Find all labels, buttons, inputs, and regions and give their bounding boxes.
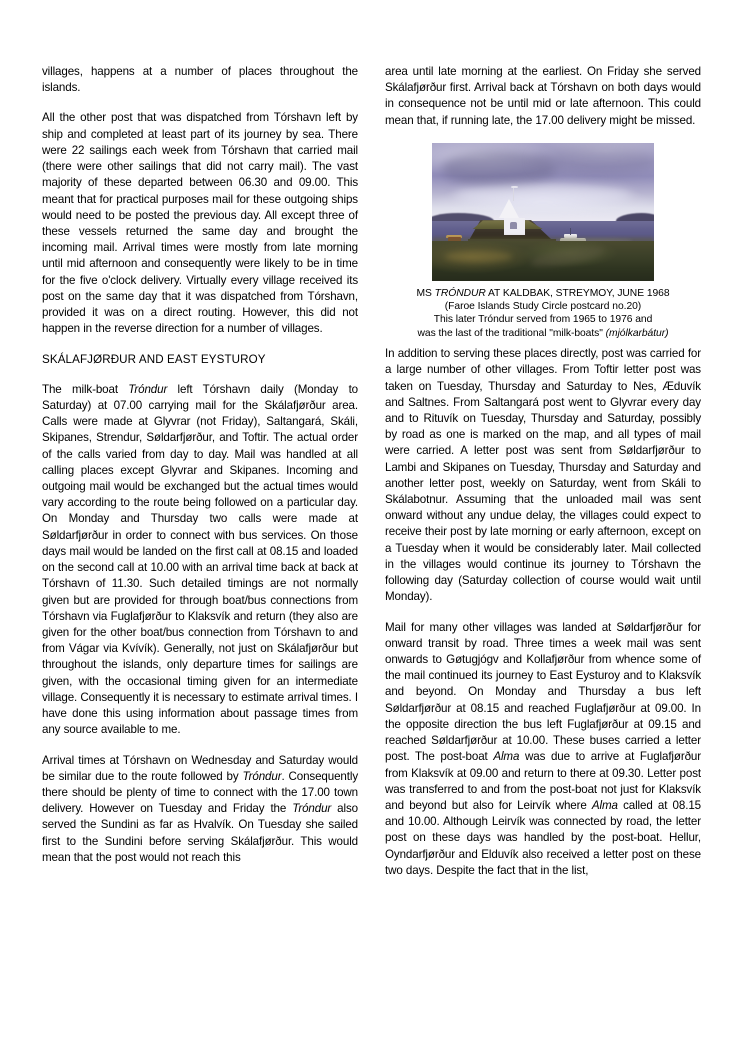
left-column (42, 64, 358, 1010)
paragraph-arrival-times: Arrival times at Tórshavn on Wednesday and Saturday would be similar due to the route followed by Tróndur. Consequently there should be plenty of time to connect with the 17.00 town delivery. However on Tuesday and Friday the Tróndur also served the Sundini as far as Hvalvík. On Tuesday she sailed first to the Sundini before serving Skálafjørður. This would mean that the post would not reach this (42, 753, 359, 864)
photo-boat-mast (570, 228, 571, 235)
section-heading-skalafjordur: SKÁLAFJØRÐUR AND EAST EYSTUROY (42, 352, 266, 366)
paragraph-shipped-post: All the other post that was dispatched from Tórshavn left by ship and completed at least part of its journey by sea. There were 22 sailings each week from Tórshavn that carried mail (there were other sailings that did not carry mail). The vast majority of these departed between 06.30 and 09.00. This meant that for practical purposes mail for these outgoing ships would need to be posted the previous day. All except three of these vessels returned the same day and brought the incoming mail. Arrival times were mostly from late morning until mid afternoon and consequently were likely to be in time for the five o'clock delivery. Virtually every village received its post on the same day that it was dispatched from Tórshavn, provided it was on a direct routing. However, this did not happen in the reverse direction for a number of villages. (42, 111, 358, 336)
right-column (385, 64, 701, 1010)
photo-cloud-right (534, 146, 654, 176)
caption-line: (Faroe Islands Study Circle postcard no.20) (444, 301, 642, 313)
photo-belfry-window (510, 222, 518, 229)
paragraph-milk-boat-trondur: The milk-boat Tróndur left Tórshavn daily (Monday to Saturday) at 07.00 carrying mail for the Skálafjørður area. Calls were made at Glyvrar (not Friday), Saltangará, Skáli, Skipanes, Strendur, Søldarfjørður, and Toftir. The actual order of the calls varied from day to day. Mail was handled at all calling places except Glyvrar and Skipanes. Incoming and outgoing mail would be exchanged but the actual times would vary according to the route being followed on a particular day. On Monday and Thursday two calls were made at Søldarfjørður in order to connect with bus services. On those days mail would be landed on the first call at 08.15 and loaded on the second call at 10.00 with an arrival time back at back at Tórshavn of 11.30. Such detailed timings are not normally given but are provided for through boat/bus connections from Tórshavn via Fuglafjørður to Klaksvík and return (they also are given for the other boat/bus connection from Tórshavn to and from Vágar via Kvívík). Generally, not just on Skálafjørður but throughout the islands, only departure times for sailings are given, with the occasional timing given for an intermediate village. Consequently it is necessary to estimate arrival times. I have done this using information about passage times from any source available to me. (42, 382, 358, 737)
paragraph-late-morning: area until late morning at the earliest. On Friday she served Skálafjørður first. Arrival back at Tórshavn on both days would in consequence not be until mid or late afternoon. This could mean that, if running late, the 17.00 delivery might be missed. (385, 65, 701, 127)
caption-line: This later Tróndur served from 1965 to 1976 and (433, 314, 653, 326)
photo-grass-highlight (445, 251, 512, 262)
two-column-layout (42, 64, 702, 1010)
figure-caption (385, 287, 701, 340)
paragraph-soldarfjordur-transit: Mail for many other villages was landed at Søldarfjørður for onward transit by road. Three times a week mail was sent onwards to Gøtugjógv and Kollafjørður from whence some of the mail continued its journey to East Eysturoy and to Klaksvík and beyond. On Monday and Thursday a bus left Søldarfjørður at 08.15 and reached Fuglafjørður at 09.00. In the opposite direction the bus left Fuglafjørður at 09.15 and reached Søldarfjørður at 10.00. These buses carried a letter post. The post-boat Alma was due to arrive at Fuglafjørður from Klaksvík at 09.00 and return to there at 09.30. Letter post was transferred to and from the post-boat not just for Klaksvík and beyond but also for Leirvík where Alma called at 08.15 and 10.00. Although Leirvík was connected by road, the letter post on these days was handled by the post-boat. Hellur, Oyndarfjørður and Elduvík also received a letter post on these two days. Despite the fact that in the list, (385, 620, 702, 877)
paragraph-continuation: villages, happens at a number of places throughout the islands. (42, 65, 358, 95)
caption-line: was the last of the traditional "milk-boats" (mjólkarbátur) (417, 327, 669, 339)
paragraph-other-villages: In addition to serving these places directly, post was carried for a large number of other villages. From Toftir letter post was taken on Tuesday, Thursday and Saturday to Nes, Æduvík and Saltnes. From Saltangará post went to Glyvrar every day and to Rituvík on Tuesday, Thursday and Saturday, possibly by road as one is marked on the map, and all types of mail were carried. A letter post was sent from Søldarfjørður to Lambi and Skipanes on Tuesday, Thursday and Saturday and another letter post, weekly on Saturday, went from Skáli to Skálabotnur. Assuming that the unloaded mail was sent onward without any undue delay, the villages could expect to receive their post by late morning or early afternoon, except on a Tuesday when it would be considerably later. Mail collected in the villages would continue its journey to Tórshavn the following day (Saturday collection of course would wait until Monday). (385, 347, 701, 604)
caption-line: MS TRÓNDUR AT KALDBAK, STREYMOY, JUNE 1968 (416, 287, 670, 299)
photo-belfry-spire-roof (499, 199, 519, 218)
figure-ms-trondur-kaldbak (385, 143, 701, 340)
photo-spire-finial-rod (513, 187, 514, 201)
photo-ms-trondur-at-kaldbak (432, 143, 654, 281)
